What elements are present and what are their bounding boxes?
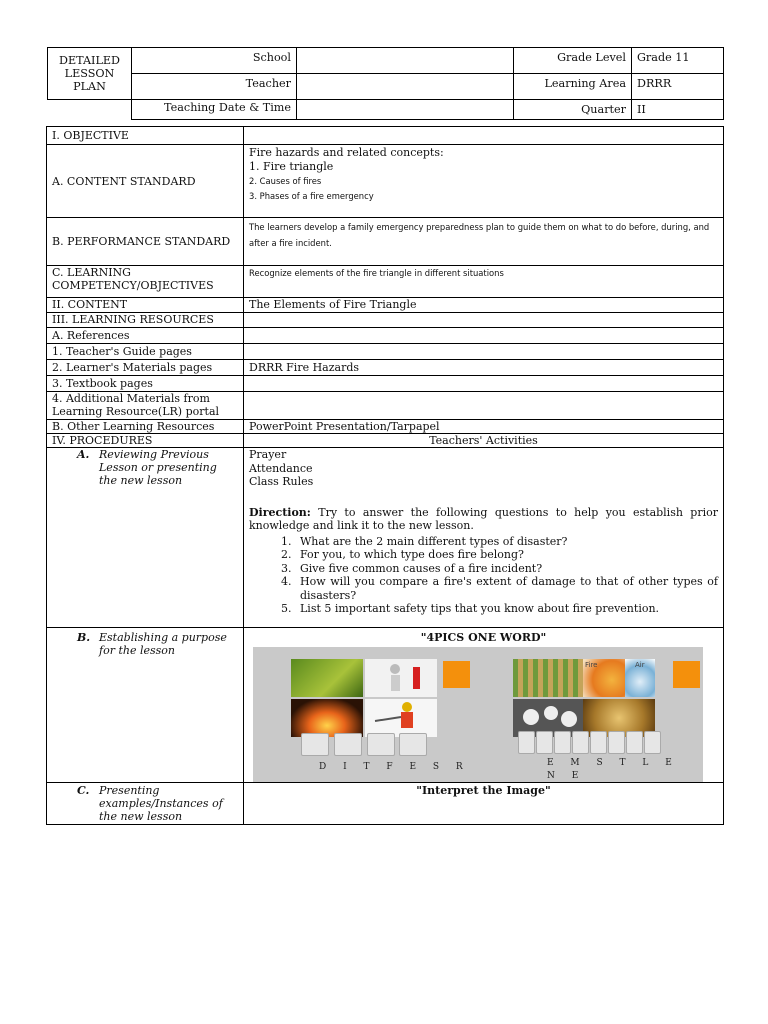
- teachers-guide-label: 1. Teacher's Guide pages: [47, 344, 244, 360]
- answer-box: [572, 731, 589, 754]
- answer-box: [536, 731, 553, 754]
- content-standard-label: A. CONTENT STANDARD: [47, 145, 244, 218]
- grade-level-label: Grade Level: [514, 48, 632, 74]
- procedures-label: IV. PROCEDURES: [47, 434, 244, 448]
- additional-materials-line: 4. Additional Materials from: [52, 392, 210, 405]
- competency-label-line: C. LEARNING: [52, 266, 131, 279]
- answer-box: [554, 731, 571, 754]
- air-label: Air: [635, 661, 645, 669]
- puzzle1-letters: D I T F E S R: [319, 762, 470, 772]
- references-label: A. References: [47, 328, 244, 344]
- performance-standard-label: B. PERFORMANCE STANDARD: [47, 218, 244, 266]
- learning-area-label: Learning Area: [514, 74, 632, 100]
- content-standard-cell: [244, 145, 724, 218]
- question-item: 4. How will you compare a fire's extent of damage to that of other types of disasters?: [295, 575, 718, 602]
- additional-materials-line: Learning Resource(LR) portal: [52, 405, 220, 418]
- procedure-c-text: Presenting examples/Instances of the new lesson: [99, 784, 223, 823]
- teacher-value: [297, 74, 514, 100]
- other-resources-label: B. Other Learning Resources: [47, 420, 244, 434]
- quarter-label: Quarter: [514, 100, 632, 120]
- procedure-c-letter: C.: [77, 784, 90, 797]
- learners-materials-value: DRRR Fire Hazards: [244, 360, 724, 376]
- content-standard-intro: Fire hazards and related concepts:: [249, 146, 444, 159]
- procedure-c-label: [47, 783, 244, 825]
- quarter-value: II: [632, 100, 724, 120]
- answer-box: [626, 731, 643, 754]
- question-item: 1. What are the 2 main different types of disaster?: [295, 535, 718, 549]
- grade-level-value: Grade 11: [632, 48, 724, 74]
- content-label: II. CONTENT: [47, 298, 244, 313]
- four-pics-title: "4PICS ONE WORD": [420, 631, 547, 644]
- content-standard-item: 2. Causes of fires: [249, 176, 322, 186]
- answer-box: [518, 731, 535, 754]
- learning-area-value: DRRR: [632, 74, 724, 100]
- question-item: 5. List 5 important safety tips that you know about fire prevention.: [295, 602, 718, 616]
- air-element-picture: [625, 659, 655, 697]
- answer-box: [608, 731, 625, 754]
- competency-label-line: COMPETENCY/OBJECTIVES: [52, 279, 214, 292]
- activity-item: Class Rules: [249, 475, 314, 488]
- firefighter-figure-icon: [365, 699, 437, 737]
- procedure-b-activity: [244, 628, 724, 783]
- procedure-a-label: [47, 448, 244, 628]
- textbook-label: 3. Textbook pages: [47, 376, 244, 392]
- question-list: [249, 535, 718, 616]
- answer-box: [399, 733, 427, 756]
- firefly-picture: [291, 659, 363, 697]
- additional-materials-label: [47, 392, 244, 420]
- activity-item: Prayer: [249, 448, 287, 461]
- direction-text: Try to answer the following questions to help you establish prior knowledge and link it to the new lesson.: [249, 505, 718, 532]
- answer-box: [334, 733, 362, 756]
- dlp-title-line: DETAILED: [58, 54, 121, 67]
- learning-resources-label: III. LEARNING RESOURCES: [47, 313, 244, 328]
- answer-indicator: [673, 661, 700, 688]
- answer-box: [301, 733, 329, 756]
- direction-label: Direction:: [249, 505, 311, 519]
- answer-box: [367, 733, 395, 756]
- school-label: School: [132, 48, 297, 74]
- competency-label: [47, 266, 244, 298]
- lesson-plan-header: [47, 47, 724, 120]
- date-time-label: Teaching Date & Time: [132, 100, 297, 120]
- interpret-image-title: "Interpret the Image": [244, 783, 724, 825]
- extinguisher-figure-icon: [365, 659, 437, 697]
- dlp-title: [48, 48, 132, 100]
- teachers-activities-heading: Teachers' Activities: [244, 434, 724, 448]
- teacher-label: Teacher: [132, 74, 297, 100]
- learners-materials-label: 2. Learner's Materials pages: [47, 360, 244, 376]
- procedure-b-letter: B.: [77, 631, 91, 644]
- fire-label: Fire: [585, 661, 598, 669]
- lesson-plan-body: [46, 126, 724, 825]
- performance-standard-text: The learners develop a family emergency preparedness plan to guide them on what to do before, during, and after a fire incident.: [244, 218, 724, 266]
- other-resources-value: PowerPoint Presentation/Tarpapel: [244, 420, 724, 434]
- procedure-b-text: Establishing a purpose for the lesson: [99, 631, 227, 657]
- procedure-a-text: Reviewing Previous Lesson or presenting the new lesson: [99, 448, 217, 487]
- puzzle2-letters: E M S T L E N E: [547, 758, 679, 781]
- competency-text: Recognize elements of the fire triangle in different situations: [244, 266, 724, 298]
- answer-indicator: [443, 661, 470, 688]
- fire-extinguisher-picture: [365, 659, 437, 697]
- content-standard-item: 3. Phases of a fire emergency: [249, 191, 374, 201]
- procedure-b-label: [47, 628, 244, 783]
- periodic-table-picture: [513, 659, 585, 697]
- date-time-value: [297, 100, 514, 120]
- dlp-title-line: LESSON: [64, 67, 115, 80]
- campfire-picture: [291, 699, 363, 737]
- dlp-title-line: PLAN: [73, 80, 106, 93]
- four-pics-one-word-image: [253, 647, 703, 782]
- procedure-a-activities: [244, 448, 724, 628]
- objective-heading: I. OBJECTIVE: [47, 127, 244, 145]
- answer-box: [590, 731, 607, 754]
- answer-box: [644, 731, 661, 754]
- school-value: [297, 48, 514, 74]
- direction-paragraph: [249, 506, 718, 533]
- procedure-a-letter: A.: [77, 448, 90, 461]
- firefighter-picture: [365, 699, 437, 737]
- question-item: 3. Give five common causes of a fire incident?: [295, 562, 718, 576]
- activity-item: Attendance: [249, 461, 313, 475]
- content-value: The Elements of Fire Triangle: [244, 298, 724, 313]
- content-standard-item: 1. Fire triangle: [249, 160, 334, 173]
- question-item: 2. For you, to which type does fire belong?: [295, 548, 718, 562]
